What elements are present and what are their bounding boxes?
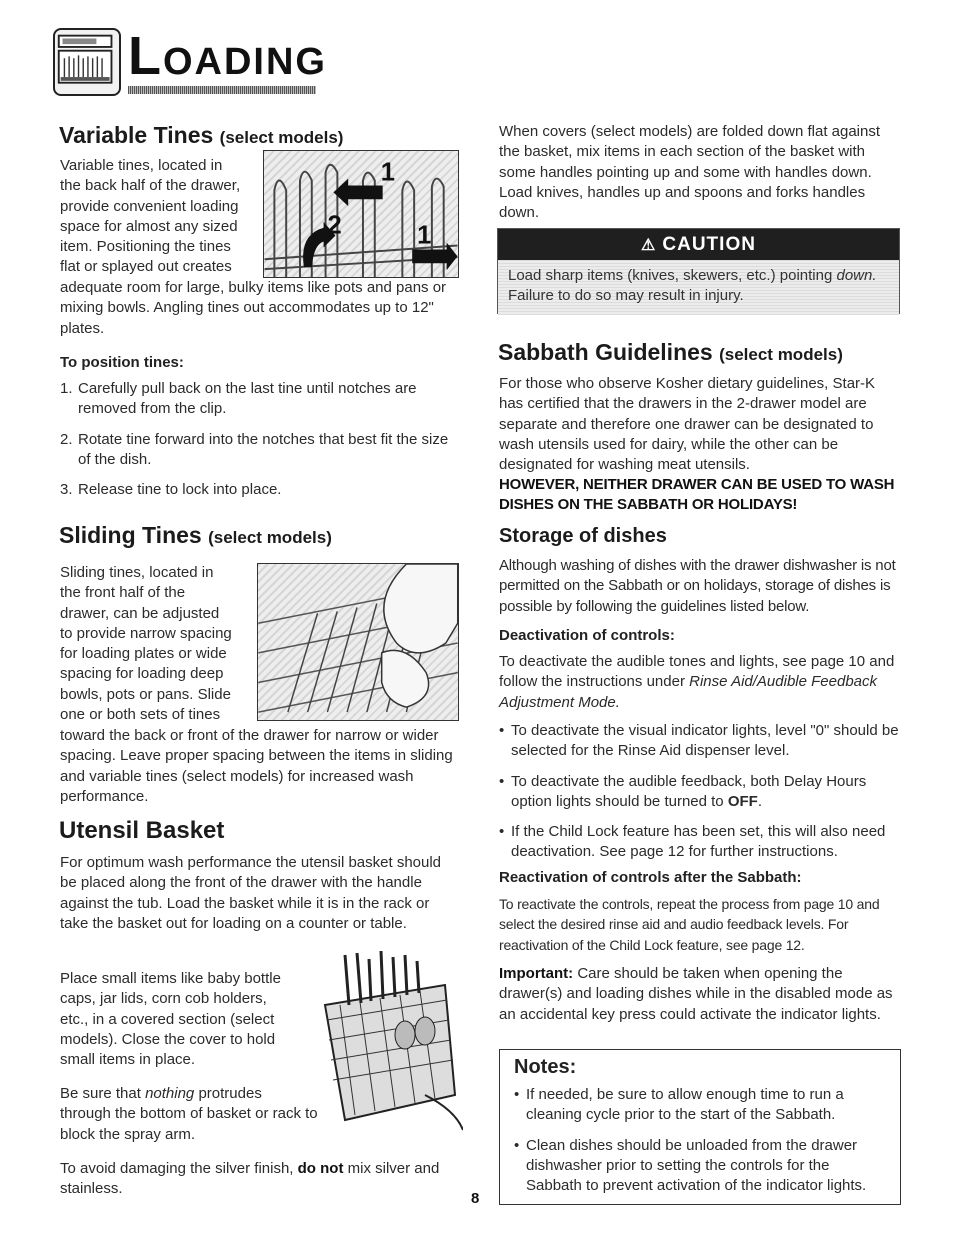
list-item: • To deactivate the visual indicator lights, level "0" should be selected for the Rinse Aid dispenser level.	[499, 722, 899, 760]
storage-paragraph: Although washing of dishes with the drawer dishwasher is not permitted on the Sabbath or on holidays, storage of dishes is possible by following the guidelines listed below.	[499, 557, 896, 615]
reactivation-heading: Reactivation of controls after the Sabbath:	[499, 869, 802, 886]
caution-header: ⚠ CAUTION	[498, 229, 899, 260]
list-item: • Clean dishes should be unloaded from the drawer dishwasher prior to setting the controls for the Sabbath to prevent activation of the indicator lights.	[514, 1136, 867, 1195]
illustration-label-1a: 1	[380, 158, 395, 187]
position-tines-subheading: To position tines:	[60, 354, 184, 371]
sliding-tines-illustration	[257, 563, 459, 721]
variable-tines-intro: Variable tines, located in the back half of the drawer, provide convenient loading space for almost any sized item. Positioning the tines flat or splayed out creates	[60, 157, 241, 276]
caution-text: Load sharp items (knives, skewers, etc.) pointing down. Failure to do so may result in injury.	[498, 260, 899, 315]
warning-triangle-icon: ⚠	[641, 237, 657, 254]
list-item: 1. Carefully pull back on the last tine until notches are removed from the clip.	[60, 380, 417, 418]
variable-tines-paragraph: adequate room for large, bulky items like pots and pans or mixing bowls. Angling tines out accommodates up to 12" plates.	[60, 279, 447, 337]
list-item: 3. Release tine to lock into place.	[60, 481, 282, 499]
deactivation-heading: Deactivation of controls:	[499, 627, 675, 644]
deactivation-bullets	[499, 721, 909, 873]
list-item: • If the Child Lock feature has been set, this will also need deactivation. See page 12 for further instructions.	[499, 823, 886, 861]
variable-tines-illustration	[263, 150, 459, 278]
important-paragraph: Important: Care should be taken when opening the drawer(s) and loading dishes while in the disabled mode as an accidental key press could activate the indicator lights.	[499, 965, 893, 1023]
sliding-tines-heading: Sliding Tines (select models)	[59, 522, 332, 548]
variable-tines-heading: Variable Tines (select models)	[59, 122, 344, 148]
utensil-basket-paragraph: For optimum wash performance the utensil basket should be placed along the front of the drawer with the handle against the tub. Load the basket while it is in the rack or take the basket out for loading on a counter or table.	[60, 854, 442, 932]
list-item: 2. Rotate tine forward into the notches that best fit the size of the dish.	[60, 430, 449, 468]
deactivation-paragraph: To deactivate the audible tones and lights, see page 10 and follow the instructions under Rinse Aid/Audible Feedback Adjustment Mode.	[499, 653, 895, 711]
illustration-label-2: 2	[327, 211, 342, 240]
list-item: • To deactivate the audible feedback, both Delay Hours option lights should be turned to OFF.	[499, 772, 867, 810]
dishwasher-drawer-icon	[53, 28, 121, 96]
sabbath-paragraph: For those who observe Kosher dietary guidelines, Star-K has certified that the drawers in the 2-drawer model are separate and therefore one drawer can be designated to wash utensils used for dairy, while the other can be designated for washing meat utensils.	[499, 375, 876, 474]
silver-finish-paragraph: To avoid damaging the silver finish, do not mix silver and stainless.	[60, 1160, 440, 1198]
sabbath-heading: Sabbath Guidelines (select models)	[498, 339, 843, 365]
sliding-tines-intro: Sliding tines, located in the front half of the drawer, can be adjusted to provide narrow spacing for loading plates or wide spacing for loading deep bowls, pots or pans. Slide one or both sets of tines	[60, 564, 232, 724]
protrude-paragraph: Be sure that nothing protrudes through the bottom of basket or rack to block the spray arm.	[60, 1085, 318, 1143]
notes-list	[514, 1085, 886, 1196]
sliding-tines-paragraph: toward the back or front of the drawer for narrow or wider spacing. Leave proper spacing between the items in sliding and variable tines (select models) for increased wash performance.	[60, 727, 453, 805]
reactivation-paragraph: To reactivate the controls, repeat the process from page 10 and select the desired rinse aid and audio feedback levels. For reactivation of the Child Lock feature, see page 12.	[499, 896, 880, 953]
sabbath-warning: HOWEVER, NEITHER DRAWER CAN BE USED TO WASH DISHES ON THE SABBATH OR HOLIDAYS!	[499, 476, 895, 514]
page-number: 8	[471, 1190, 480, 1207]
position-tines-steps	[60, 379, 462, 510]
covers-paragraph: When covers (select models) are folded down flat against the basket, mix items in each section of the basket with some handles pointing up and some with handles down. Load knives, handles up and spoons and forks handles down.	[499, 123, 881, 222]
list-item: • If needed, be sure to allow enough time to run a cleaning cycle prior to the start of the Sabbath.	[514, 1086, 844, 1124]
small-items-paragraph: Place small items like baby bottle caps, jar lids, corn cob holders, etc., in a covered section (select models). Close the cover to hold small items in place.	[60, 970, 281, 1069]
utensil-basket-heading: Utensil Basket	[59, 817, 225, 844]
illustration-label-1b: 1	[417, 221, 432, 250]
notes-box	[499, 1049, 901, 1205]
storage-heading: Storage of dishes	[499, 525, 667, 547]
title-underline	[128, 86, 316, 94]
page-title: Loading	[128, 26, 327, 86]
caution-box	[497, 228, 900, 314]
notes-title: Notes:	[514, 1056, 577, 1078]
